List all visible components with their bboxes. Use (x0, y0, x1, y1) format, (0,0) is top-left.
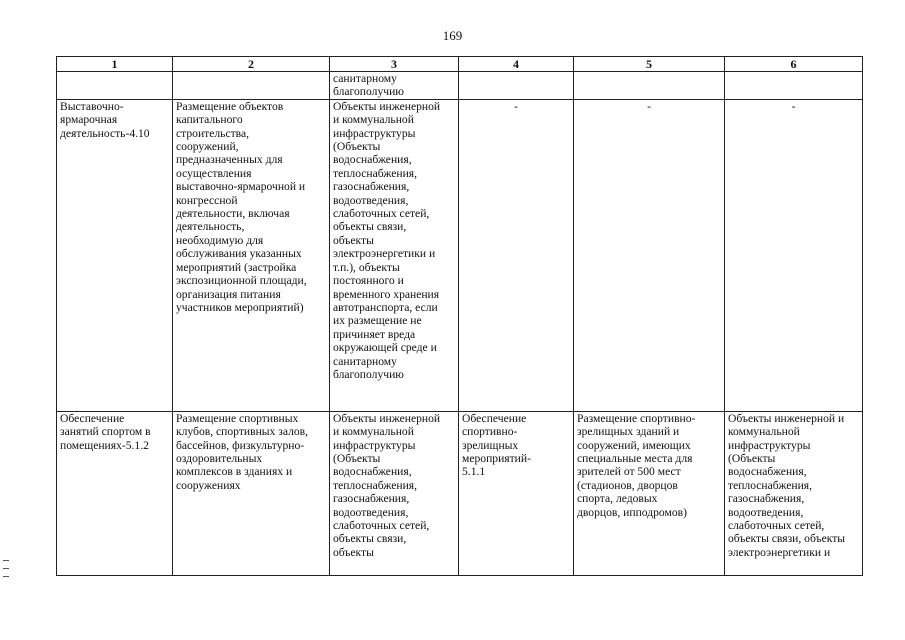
table-row (57, 72, 863, 100)
table-cell: Объекты инженерной и коммунальной инфраструктуры (Объекты водоснабжения, теплоснабжения, газоснабжения, водоотведения, слаботочных сетей, объекты связи, объекты электроэнергетики и (725, 411, 863, 575)
table-cell: - (459, 99, 574, 411)
table-cell: - (574, 99, 725, 411)
table-cell: Размещение спортивно- зрелищных зданий и сооружений, имеющих специальные места для зрителей от 500 мест (стадионов, дворцов спорта, ледовых дворцов, ипподромов) (574, 411, 725, 575)
table-row (57, 411, 863, 575)
table-cell (173, 72, 330, 100)
table-cell: - (725, 99, 863, 411)
zoning-table (56, 56, 863, 576)
margin-mark (3, 568, 9, 569)
table-cell: Объекты инженерной и коммунальной инфраструктуры (Объекты водоснабжения, теплоснабжения, газоснабжения, водоотведения, слаботочных сетей, объекты связи, объекты электроэнергетики и т.п.), объекты постоянного и временного хранения автотранспорта, если их размещение не причиняет вреда окружающей среде и санитарному благополучию (330, 99, 459, 411)
table-cell: Объекты инженерной и коммунальной инфраструктуры (Объекты водоснабжения, теплоснабжения, газоснабжения, водоотведения, слаботочных сетей, объекты связи, объекты (330, 411, 459, 575)
table-header-row (57, 57, 863, 72)
table-cell: Обеспечение занятий спортом в помещениях-5.1.2 (57, 411, 173, 575)
margin-mark (3, 560, 9, 561)
table-cell (459, 72, 574, 100)
column-header-1: 1 (57, 57, 173, 72)
page-number: 169 (442, 28, 463, 43)
column-header-5: 5 (574, 57, 725, 72)
column-header-2: 2 (173, 57, 330, 72)
table-cell: Выставочно- ярмарочная деятельность-4.10 (57, 99, 173, 411)
margin-mark (3, 576, 9, 577)
column-header-3: 3 (330, 57, 459, 72)
table-cell: Размещение объектов капитального строительства, сооружений, предназначенных для осуществления выставочно-ярмарочной и конгрессной деятельности, включая деятельность, необходимую для обслуживания указанных мероприятий (застройка экспозиционной площади, организация питания участников мероприятий) (173, 99, 330, 411)
table-cell: Размещение спортивных клубов, спортивных залов, бассейнов, физкультурно- оздоровительных комплексов в зданиях и сооружениях (173, 411, 330, 575)
table-row (57, 99, 863, 411)
table-cell (574, 72, 725, 100)
table-cell (725, 72, 863, 100)
table-cell (57, 72, 173, 100)
table-cell: санитарному благополучию (330, 72, 459, 100)
column-header-4: 4 (459, 57, 574, 72)
column-header-6: 6 (725, 57, 863, 72)
table-cell: Обеспечение спортивно- зрелищных мероприятий- 5.1.1 (459, 411, 574, 575)
